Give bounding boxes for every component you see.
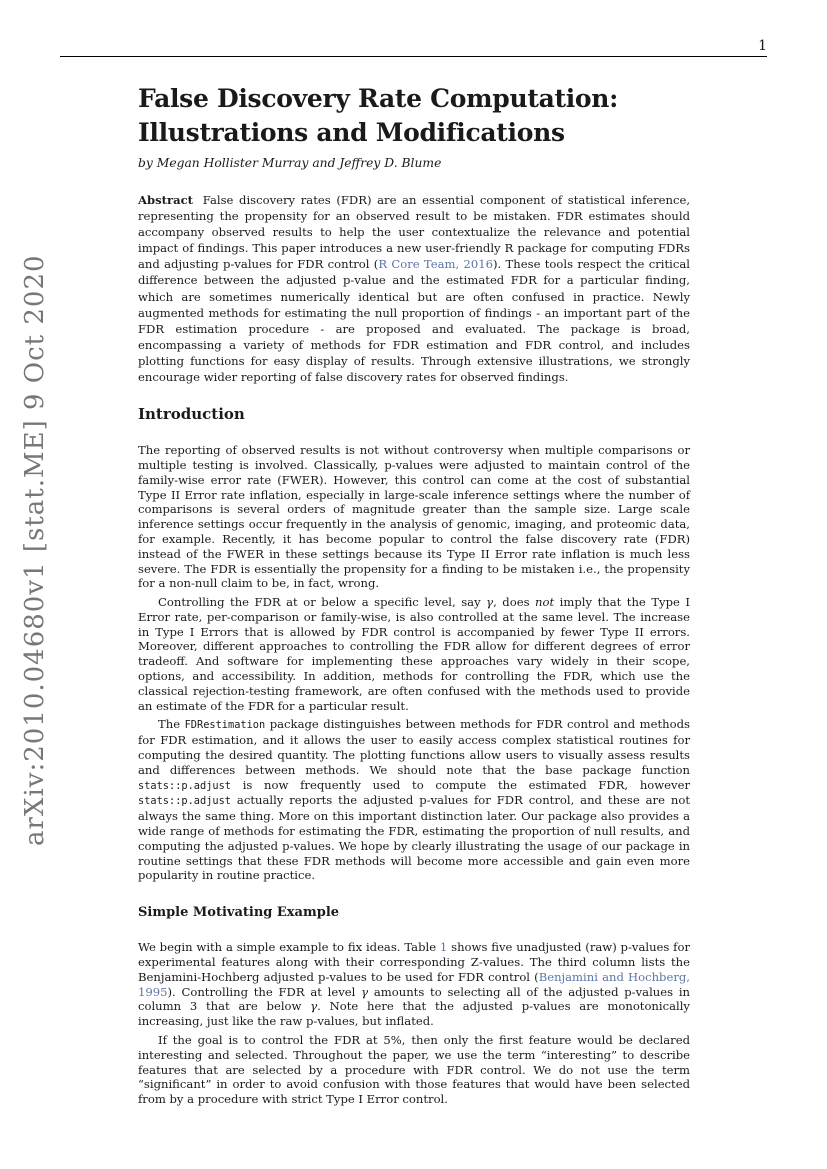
citation-link-bh[interactable]: Benjamini and Hochberg, 1995 (138, 969, 690, 999)
emphasis-not: not (535, 595, 555, 610)
text: Controlling the FDR at or below a specific level, say (158, 595, 487, 610)
text: The (158, 717, 185, 732)
text: amounts to selecting all of the adjusted p-values in column 3 that are below (138, 984, 690, 1014)
function-name: stats::p.adjust (138, 795, 231, 808)
text: actually reports the adjusted p-values for FDR control, and these are not always the same thing. More on this important distinction later. Our package also provides a wide range of methods for estimating the FDR, estimating the proportion of null results, and computing the adjusted p-values. We hope by clearly illustrating the usage of our package in routine settings that these FDR methods will become more accessible and gain even more popularity in routine practice. (138, 793, 690, 883)
motivating-example-heading: Simple Motivating Example (138, 905, 340, 921)
header-rule (60, 56, 767, 57)
title-line-2: Illustrations and Modifications (138, 118, 565, 147)
text: package distinguishes between methods for FDR control and methods for FDR estimation, and it allows the user to easily access complex statistical routines for computing the desired quantity. The plotting functions allow users to visually assess results and differences between methods. We should note that the base package function (138, 717, 690, 777)
text: , does (493, 595, 536, 610)
gamma-symbol: γ (310, 999, 318, 1014)
intro-paragraph-1: The reporting of observed results is not without controversy when multiple comparisons or multiple testing is involved. Classically, p-values were adjusted to maintain control of the family-wise error rate (FWER). However, this control can come at the cost of substantial Type II Error rate inflation, especially in large-scale inference settings where the number of comparisons is several orders of magnitude greater than the sample size. Large scale inference settings occur frequently in the analysis of genomic, imaging, and proteomic data, for example. Recently, it has become popular to control the false discovery rate (FDR) instead of the FWER in these settings because its Type II Error rate inflation is much less severe. The FDR is essentially the propensity for a finding to be mistaken i.e., the propensity for a non-null claim to be, in fact, wrong. (138, 443, 690, 591)
motivating-paragraph-2: If the goal is to control the FDR at 5%, then only the first feature would be declared interesting and selected. Throughout the paper, we use the term “interesting” to describe features that are selected by a procedure with FDR control. We do not use the term “significant” in order to avoid confusion with those features that would have been selected from by a procedure with strict Type I Error control. (138, 1033, 690, 1107)
paper-body (138, 82, 690, 1107)
motivating-paragraph-1 (138, 940, 690, 1029)
table-ref-link[interactable]: 1 (439, 940, 448, 955)
abstract-text-1: False discovery rates (FDR) are an essential component of statistical inference, representing the propensity for an observed result to be mistaken. FDR estimates should accompany observed results to help the user contextualize the relevance and potential impact of findings. This paper introduces a new user-friendly R package for computing FDRs and adjusting p-values for FDR control ( (138, 193, 691, 272)
package-name: FDRestimation (184, 719, 266, 732)
text: ). Controlling the FDR at level (167, 984, 362, 999)
abstract-label: Abstract (138, 193, 194, 207)
introduction-heading: Introduction (138, 405, 245, 424)
title-line-1: False Discovery Rate Computation: (138, 84, 619, 113)
citation-link-rcore[interactable]: R Core Team, 2016 (378, 257, 494, 272)
text: . Note here that the adjusted p-values are monotonically increasing, just like the raw p-values, but inflated. (138, 999, 690, 1029)
text: We begin with a simple example to fix ideas. Table (138, 940, 440, 955)
abstract-text-2: ). These tools respect the critical difference between the adjusted p-value and the estimated FDR for a particular finding, which are sometimes numerically identical but are often confused in practice. Newly augmented methods for estimating the null proportion of findings - an important part of the FDR estimation procedure - are proposed and evaluated. The package is broad, encompassing a variety of methods for FDR estimation and FDR control, and includes plotting functions for easy display of results. Through extensive illustrations, we strongly encourage wider reporting of false discovery rates for observed findings. (138, 257, 690, 385)
arxiv-watermark: arXiv:2010.04680v1 [stat.ME] 9 Oct 2020 (20, 254, 50, 846)
abstract (138, 192, 690, 385)
text: is now frequently used to compute the estimated FDR, however (231, 777, 690, 792)
text: imply that the Type I Error rate, per-comparison or family-wise, is also controlled at the same level. The increase in Type I Errors that is allowed by FDR control is accompanied by fewer Type II errors. Moreover, different approaches to controlling the FDR allow for different degrees of error tradeoff. And software for implementing these approaches vary widely in their scope, options, and accessibility. In addition, methods for controlling the FDR, which use the classical rejection-testing framework, are often confused with the methods used to provide an estimate of the FDR for a particular result. (138, 595, 690, 713)
page-number: 1 (758, 38, 767, 54)
gamma-symbol: γ (361, 984, 369, 999)
intro-paragraph-3 (138, 717, 690, 883)
text: shows five unadjusted (raw) p-values for experimental features along with their corresponding Z-values. The third column lists the Benjamini-Hochberg adjusted p-values to be used for FDR control ( (138, 940, 690, 984)
function-name: stats::p.adjust (138, 779, 231, 792)
authors: by Megan Hollister Murray and Jeffrey D. Blume (138, 156, 442, 170)
paper-title (138, 82, 690, 150)
gamma-symbol: γ (486, 595, 494, 610)
intro-paragraph-2 (138, 595, 690, 713)
